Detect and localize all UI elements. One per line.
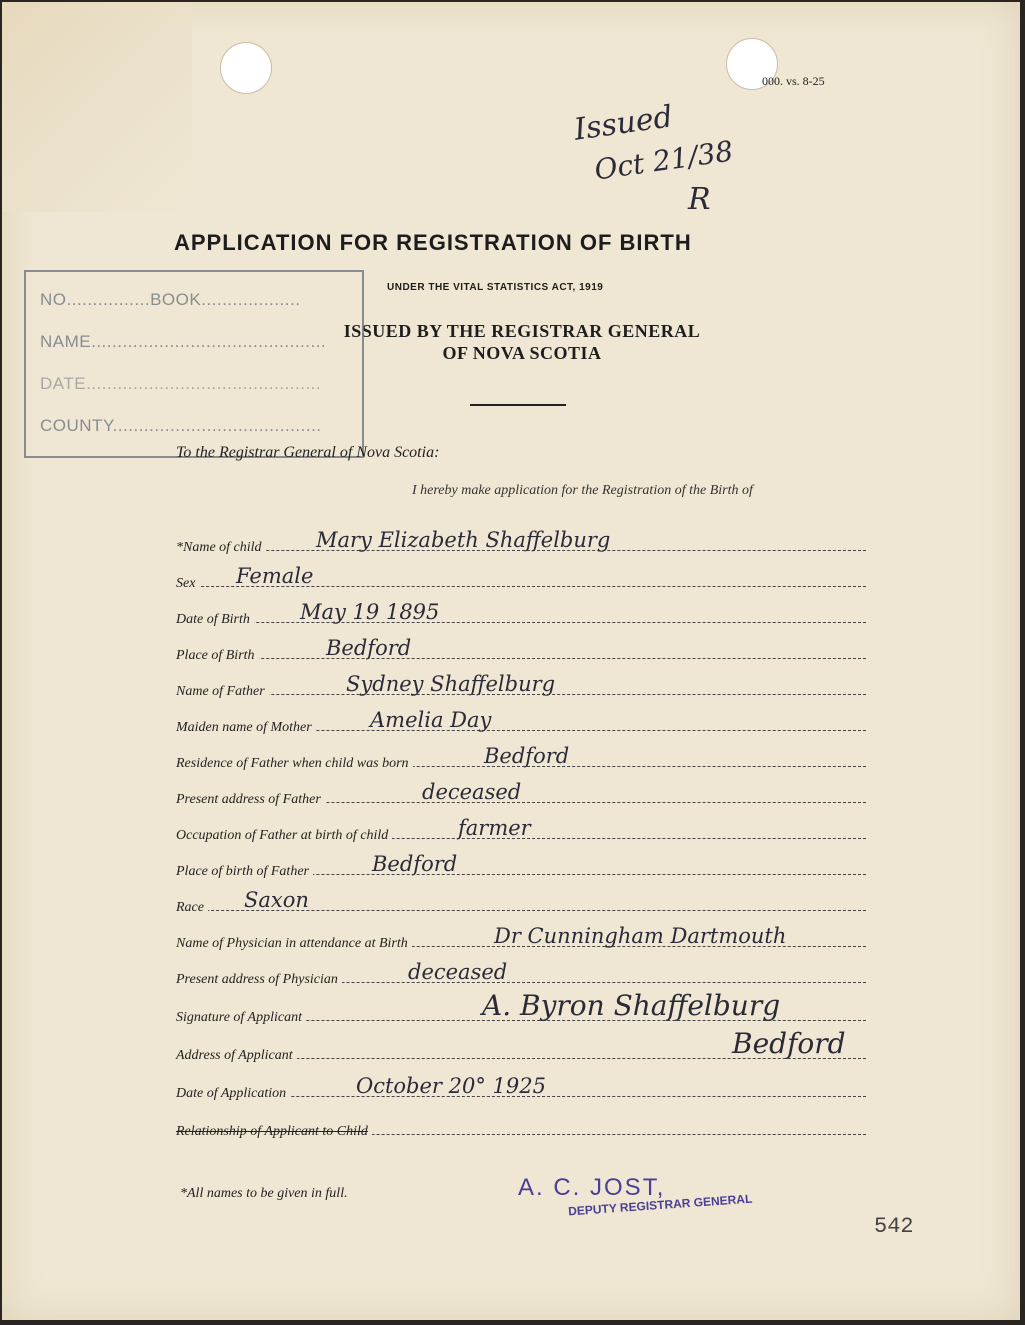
field-label: Date of Application — [176, 1086, 290, 1102]
field-address-of-applicant — [176, 1027, 866, 1063]
field-value: deceased — [422, 780, 522, 804]
field-value: Sydney Shaffelburg — [346, 672, 556, 696]
field-value: October 20° 1925 — [356, 1074, 546, 1098]
field-date-of-birth — [176, 598, 866, 627]
field-maiden-name-of-mother — [176, 706, 866, 735]
footnote: *All names to be given in full. — [180, 1186, 348, 1201]
stamp-no-book: NO................BOOK................... — [40, 290, 301, 309]
issued-by — [302, 320, 742, 364]
field-label: Date of Birth — [176, 612, 254, 628]
field-label: Present address of Father — [176, 792, 325, 808]
deputy-registrar-stamp-name: A. C. JOST, — [518, 1174, 666, 1201]
title-divider — [470, 404, 566, 406]
field-relationship-of-applicant — [176, 1110, 866, 1139]
field-value: Mary Elizabeth Shaffelburg — [316, 528, 611, 552]
field-label: Present address of Physician — [176, 972, 342, 988]
field-value: May 19 1895 — [300, 600, 440, 624]
field-value: Bedford — [326, 636, 412, 660]
field-place-of-birth-of-father — [176, 850, 866, 879]
issued-by-line2: OF NOVA SCOTIA — [442, 343, 602, 363]
issued-by-line1: ISSUED BY THE REGISTRAR GENERAL — [343, 321, 701, 341]
field-place-of-birth — [176, 634, 866, 663]
field-label: Occupation of Father at birth of child — [176, 828, 392, 844]
field-present-address-of-father — [176, 778, 866, 807]
field-value: Bedford — [372, 852, 458, 876]
field-value: Bedford — [732, 1027, 846, 1060]
field-label: Relationship of Applicant to Child — [176, 1124, 372, 1140]
birth-application-form — [2, 2, 1020, 1320]
issued-note-line2: Oct 21/38 — [592, 134, 736, 187]
field-label: *Name of child — [176, 540, 266, 556]
field-occupation-of-father — [176, 814, 866, 843]
field-name-of-child — [176, 526, 866, 555]
issued-note-line1: Issued — [572, 99, 675, 148]
field-value: deceased — [408, 960, 508, 984]
field-value: Bedford — [484, 744, 570, 768]
field-value: Dr Cunningham Dartmouth — [494, 924, 787, 948]
field-date-of-application — [176, 1072, 866, 1101]
field-race — [176, 886, 866, 915]
field-value: farmer — [458, 816, 531, 840]
field-name-of-physician — [176, 922, 866, 951]
field-label: Race — [176, 900, 208, 916]
stamp-county: COUNTY........................................ — [40, 416, 322, 435]
field-value: Amelia Day — [370, 708, 492, 732]
form-subtitle: UNDER THE VITAL STATISTICS ACT, 1919 — [387, 282, 604, 293]
deputy-registrar-stamp-title: DEPUTY REGISTRAR GENERAL — [567, 1191, 753, 1219]
field-label: Sex — [176, 576, 199, 592]
folded-corner — [2, 2, 192, 212]
field-label: Place of Birth — [176, 648, 259, 664]
field-value: A. Byron Shaffelburg — [482, 989, 781, 1022]
intro-text: I hereby make application for the Registration of the Birth of — [412, 483, 753, 498]
stamp-date: DATE............................................. — [40, 374, 322, 393]
field-value: Saxon — [244, 888, 309, 912]
form-code: 000. vs. 8-25 — [762, 74, 825, 88]
stamp-name: NAME............................................. — [40, 332, 327, 351]
salutation: To the Registrar General of Nova Scotia: — [176, 444, 440, 461]
field-present-address-of-physician — [176, 958, 866, 987]
field-signature-of-applicant — [176, 989, 866, 1025]
field-name-of-father — [176, 670, 866, 699]
registry-stamp-box — [24, 270, 364, 458]
field-label: Signature of Applicant — [176, 1010, 306, 1026]
field-label: Name of Physician in attendance at Birth — [176, 936, 412, 952]
punch-hole-left — [220, 42, 272, 94]
field-sex — [176, 562, 866, 591]
field-label: Name of Father — [176, 684, 269, 700]
document-number: 542 — [874, 1214, 914, 1239]
field-label: Place of birth of Father — [176, 864, 313, 880]
field-label: Address of Applicant — [176, 1048, 297, 1064]
issued-note-initial: R — [688, 182, 711, 217]
field-residence-of-father — [176, 742, 866, 771]
field-label: Maiden name of Mother — [176, 720, 316, 736]
form-title: APPLICATION FOR REGISTRATION OF BIRTH — [174, 230, 692, 255]
field-label: Residence of Father when child was born — [176, 756, 413, 772]
field-value: Female — [236, 564, 314, 588]
